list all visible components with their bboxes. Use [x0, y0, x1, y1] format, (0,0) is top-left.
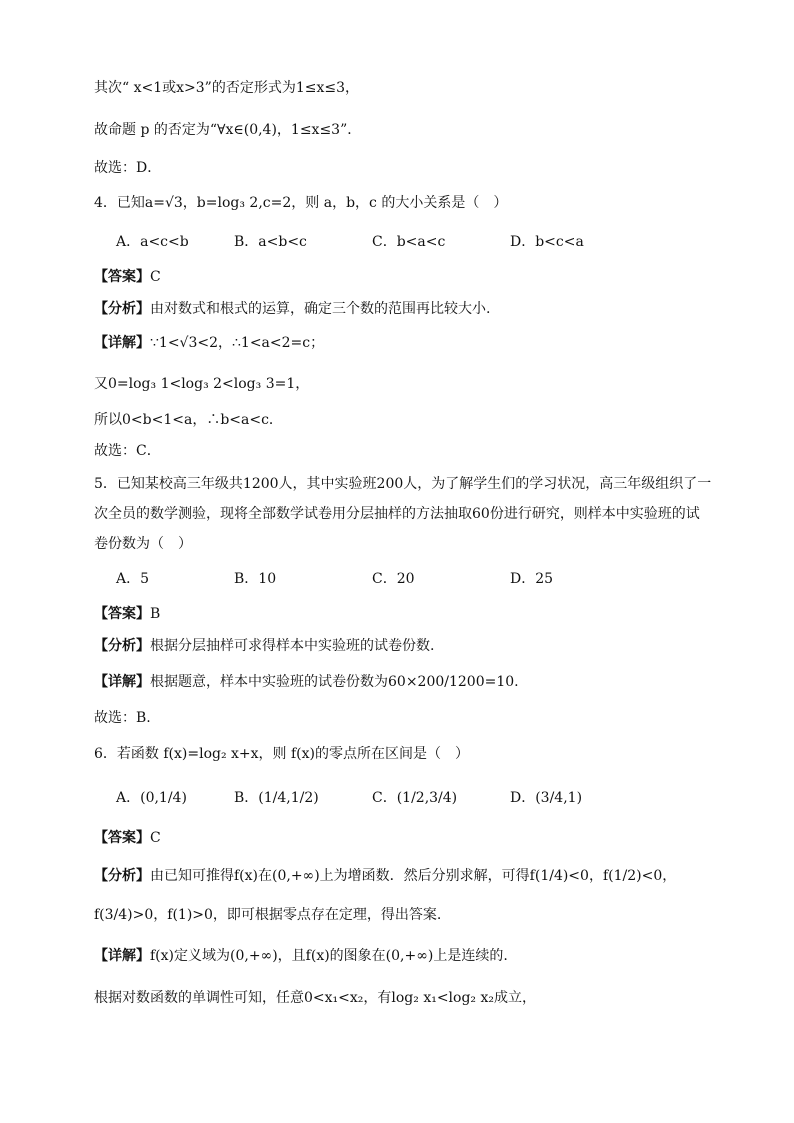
answer-label: 【答案】 [94, 830, 150, 846]
q6-options [116, 788, 716, 828]
q4-detail-line-3: 所以0<b<1<a，∴b<a<c． [94, 412, 283, 428]
q5-detail-text: 根据题意，样本中实验班的试卷份数为60×200/1200=10. [150, 674, 519, 690]
q6-option-c: C．(1/2,3/4) [372, 790, 458, 806]
q6-answer [94, 828, 161, 848]
q4-answer [94, 267, 161, 287]
detail-label: 【详解】 [94, 335, 150, 351]
q4-option-a: A．a<c<b [116, 234, 189, 250]
q4-answer-value: C [150, 269, 161, 285]
question-5-line-3: 卷份数为（ ） [94, 536, 192, 552]
q4-choose: 故选：C． [94, 443, 161, 459]
q4-analysis-text: 由对数式和根式的运算，确定三个数的范围再比较大小. [150, 301, 491, 317]
question-5-line-1: 5．已知某校高三年级共1200人，其中实验班200人，为了解学生们的学习状况，高三年级组织了一 [94, 476, 712, 492]
q5-analysis [94, 636, 434, 656]
q5-detail [94, 672, 519, 692]
q6-analysis-text: 由已知可推得f(x)在(0,+∞)上为增函数．然后分别求解，可得f(1/4)<0，f(1/2)<0， [150, 868, 677, 884]
answer-label: 【答案】 [94, 269, 150, 285]
detail-label: 【详解】 [94, 674, 150, 690]
q4-options [116, 232, 716, 272]
text-line-3: 故选：D． [94, 160, 162, 176]
question-5-line-2: 次全员的数学测验，现将全部数学试卷用分层抽样的方法抽取60份进行研究，则样本中实验班的试 [94, 506, 700, 522]
q5-option-c: C．20 [372, 571, 415, 587]
detail-label: 【详解】 [94, 948, 150, 964]
q5-options [116, 569, 716, 609]
q5-option-d: D．25 [510, 571, 554, 587]
q6-option-b: B．(1/4,1/2) [234, 790, 319, 806]
q5-option-b: B．10 [234, 571, 277, 587]
q4-option-b: B．a<b<c [234, 234, 307, 250]
q6-answer-value: C [150, 830, 161, 846]
q5-analysis-text: 根据分层抽样可求得样本中实验班的试卷份数. [150, 638, 435, 654]
q4-option-c: C．b<a<c [372, 234, 446, 250]
question-6: 6．若函数 f(x)=log₂ x+x，则 f(x)的零点所在区间是（ ） [94, 746, 469, 762]
q4-detail-line-2: 又0=log₃ 1<log₃ 2<log₃ 3=1， [94, 376, 310, 392]
q6-detail-text: f(x)定义域为(0,+∞)，且f(x)的图象在(0,+∞)上是连续的. [150, 948, 508, 964]
answer-label: 【答案】 [94, 606, 150, 622]
q6-analysis-line-2: f(3/4)>0，f(1)>0，即可根据零点存在定理，得出答案. [94, 907, 442, 923]
q4-option-d: D．b<c<a [510, 234, 584, 250]
q6-option-d: D．(3/4,1) [510, 790, 583, 806]
question-4: 4．已知a=√3，b=log₃ 2,c=2，则 a，b，c 的大小关系是（ ） [94, 195, 508, 211]
q6-option-a: A．(0,1/4) [116, 790, 187, 806]
q5-answer [94, 604, 160, 624]
q5-answer-value: B [150, 606, 161, 622]
q5-option-a: A．5 [116, 571, 150, 587]
q4-detail-text: ∵1<√3<2，∴1<a<2=c； [150, 335, 325, 351]
q4-analysis [94, 299, 490, 319]
q5-choose: 故选：B. [94, 710, 151, 726]
analysis-label: 【分析】 [94, 301, 150, 317]
q4-detail [94, 333, 324, 353]
q6-detail [94, 946, 508, 966]
text-line-2: 故命题 p 的否定为“∀x∈(0,4)，1≤x≤3”． [94, 122, 362, 138]
analysis-label: 【分析】 [94, 868, 150, 884]
analysis-label: 【分析】 [94, 638, 150, 654]
q6-detail-line-2: 根据对数函数的单调性可知，任意0<x₁<x₂，有log₂ x₁<log₂ x₂成立， [94, 990, 536, 1006]
q6-analysis [94, 866, 676, 886]
text-line-1: 其次“ x<1或x>3”的否定形式为1≤x≤3， [94, 80, 360, 96]
